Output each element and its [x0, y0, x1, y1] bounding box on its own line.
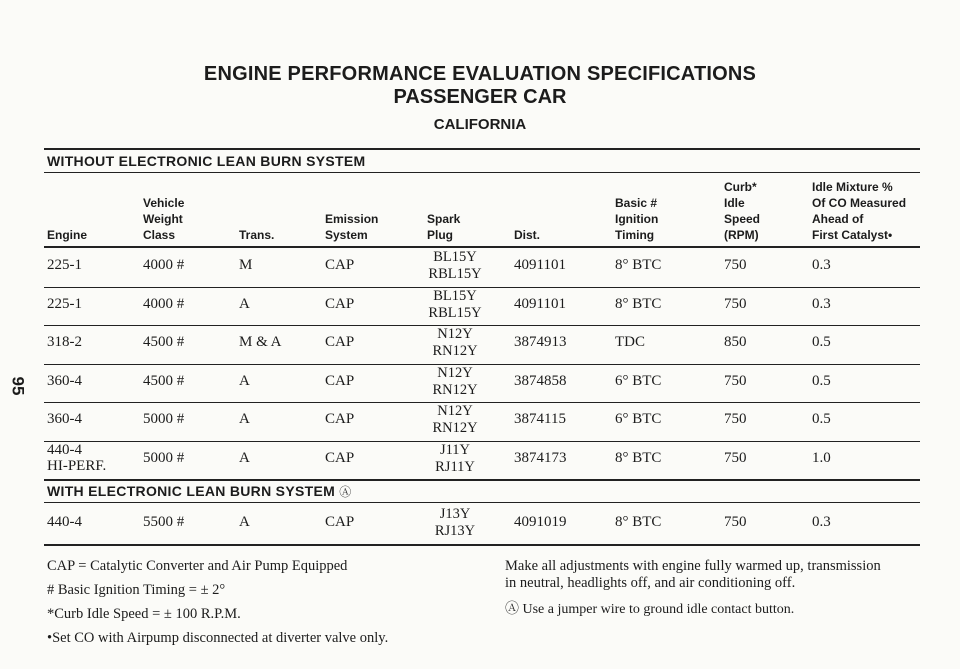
header-speed-line1: Curb* — [724, 180, 757, 194]
note-adjustments-line2: in neutral, headlights off, and air conditioning off. — [505, 575, 796, 591]
cell-spark-plug: RN12Y — [432, 343, 478, 360]
cell-timing: 8° BTC — [615, 513, 662, 530]
header-engine-line1: Engine — [47, 228, 88, 242]
cell-idle-speed: 750 — [724, 372, 747, 389]
cell-engine: 318-2 — [47, 334, 82, 351]
cell-idle-speed: 750 — [724, 449, 747, 466]
note-timing: # Basic Ignition Timing = ± 2° — [47, 582, 226, 598]
cell-weight: 4000 # — [143, 257, 185, 274]
cell-idle-speed: 850 — [724, 334, 747, 351]
cell-emission: CAP — [325, 449, 355, 466]
cell-engine: 225-1 — [47, 257, 82, 274]
page-title: ENGINE PERFORMANCE EVALUATION SPECIFICATIONS — [203, 63, 757, 85]
cell-timing: TDC — [615, 334, 645, 351]
cell-engine: 360-4 — [47, 372, 82, 389]
cell-timing: 6° BTC — [615, 411, 662, 428]
cell-timing: 8° BTC — [615, 257, 662, 274]
header-mixture-line3: Ahead of — [812, 212, 864, 226]
cell-idle-speed: 750 — [724, 411, 747, 428]
cell-engine: 360-4 — [47, 411, 82, 428]
header-dist-line1: Dist. — [514, 228, 541, 242]
header-trans-line1: Trans. — [239, 228, 275, 242]
header-weight-line3: Class — [143, 228, 176, 242]
cell-engine: 440-4 — [47, 513, 82, 530]
cell-spark-plug: RJ11Y — [435, 458, 475, 475]
top-rule — [44, 148, 920, 150]
cell-spark-plug: RBL15Y — [428, 266, 482, 283]
cell-trans: A — [239, 513, 250, 530]
cell-weight: 4000 # — [143, 295, 185, 312]
cell-idle-speed: 750 — [724, 295, 747, 312]
cell-trans: A — [239, 449, 250, 466]
cell-timing: 8° BTC — [615, 295, 662, 312]
cell-weight: 5000 # — [143, 449, 185, 466]
page-number: 95 — [8, 376, 28, 396]
cell-idle-speed: 750 — [724, 257, 747, 274]
cell-emission: CAP — [325, 513, 355, 530]
page-region: CALIFORNIA — [433, 116, 527, 133]
cell-spark-plug: BL15Y — [433, 287, 477, 304]
header-speed-line4: (RPM) — [724, 228, 759, 242]
cell-emission: CAP — [325, 334, 355, 351]
page-subtitle: PASSENGER CAR — [393, 86, 567, 108]
header-emission-line1: Emission — [325, 212, 379, 226]
cell-engine: 225-1 — [47, 295, 82, 312]
cell-trans: M & A — [239, 334, 282, 351]
cell-distributor: 4091101 — [514, 295, 566, 312]
cell-weight: 5500 # — [143, 513, 185, 530]
note-curb-idle: *Curb Idle Speed = ± 100 R.P.M. — [47, 606, 241, 622]
cell-spark-plug: RN12Y — [432, 381, 478, 398]
cell-weight: 4500 # — [143, 372, 185, 389]
header-mixture-line2: Of CO Measured — [812, 196, 907, 210]
header-emission-line2: System — [325, 228, 368, 242]
section-heading-text: WITH ELECTRONIC LEAN BURN SYSTEM — [47, 483, 336, 499]
cell-distributor: 4091101 — [514, 257, 566, 274]
cell-emission: CAP — [325, 372, 355, 389]
cell-spark-plug: RBL15Y — [428, 304, 482, 321]
cell-idle-mixture: 0.3 — [812, 295, 831, 312]
cell-trans: A — [239, 372, 250, 389]
cell-trans: M — [239, 257, 253, 274]
cell-weight: 5000 # — [143, 411, 185, 428]
cell-idle-mixture: 0.5 — [812, 334, 831, 351]
cell-spark-plug: J11Y — [439, 441, 471, 458]
cell-spark-plug: RN12Y — [432, 420, 478, 437]
cell-idle-mixture: 0.3 — [812, 257, 831, 274]
cell-idle-speed: 750 — [724, 513, 747, 530]
header-speed-line2: Idle — [724, 196, 745, 210]
cell-engine: 440-4 — [47, 441, 82, 458]
cell-spark-plug: RJ13Y — [434, 522, 476, 539]
section-rule — [44, 172, 920, 173]
cell-emission: CAP — [325, 411, 355, 428]
cell-idle-mixture: 1.0 — [812, 449, 831, 466]
section-heading-without-elb: WITHOUT ELECTRONIC LEAN BURN SYSTEM — [47, 153, 366, 169]
note-co: •Set CO with Airpump disconnected at diverter valve only. — [47, 630, 389, 646]
header-weight-line2: Weight — [143, 212, 183, 226]
header-timing-line1: Basic # — [615, 196, 658, 210]
section-heading-with-elb — [47, 483, 352, 500]
cell-distributor: 3874173 — [514, 449, 567, 466]
cell-timing: 8° BTC — [615, 449, 662, 466]
cell-distributor: 4091019 — [514, 513, 567, 530]
cell-engine: HI-PERF. — [47, 457, 107, 474]
note-jumper-wire: Ⓐ Use a jumper wire to ground idle contact button. — [505, 602, 795, 617]
header-timing-line2: Ignition — [615, 212, 659, 226]
header-spark-line1: Spark — [427, 212, 461, 226]
cell-distributor: 3874858 — [514, 372, 567, 389]
header-speed-line3: Speed — [724, 212, 761, 226]
cell-spark-plug: N12Y — [437, 326, 473, 343]
cell-emission: CAP — [325, 257, 355, 274]
cell-spark-plug: N12Y — [437, 364, 473, 381]
cell-trans: A — [239, 411, 250, 428]
section2-rule — [44, 502, 920, 503]
header-weight-line1: Vehicle — [143, 196, 185, 210]
header-spark-line2: Plug — [427, 228, 453, 242]
header-timing-line3: Timing — [615, 228, 655, 242]
table-bottom-rule — [44, 544, 920, 546]
cell-spark-plug: BL15Y — [433, 249, 477, 266]
cell-distributor: 3874913 — [514, 334, 567, 351]
note-cap: CAP = Catalytic Converter and Air Pump Equipped — [47, 558, 348, 574]
cell-weight: 4500 # — [143, 334, 185, 351]
header-mixture-line4: First Catalyst• — [812, 228, 893, 242]
section2-top-rule — [44, 479, 920, 481]
cell-spark-plug: J13Y — [439, 505, 471, 522]
cell-idle-mixture: 0.3 — [812, 513, 831, 530]
cell-trans: A — [239, 295, 250, 312]
header-rule — [44, 246, 920, 248]
cell-timing: 6° BTC — [615, 372, 662, 389]
cell-emission: CAP — [325, 295, 355, 312]
header-mixture-line1: Idle Mixture % — [812, 180, 893, 194]
cell-idle-mixture: 0.5 — [812, 372, 831, 389]
note-adjustments-line1: Make all adjustments with engine fully warmed up, transmission — [505, 558, 881, 574]
cell-distributor: 3874115 — [514, 411, 566, 428]
cell-spark-plug: N12Y — [437, 403, 473, 420]
section-heading-mark: Ⓐ — [339, 485, 352, 499]
cell-idle-mixture: 0.5 — [812, 411, 831, 428]
